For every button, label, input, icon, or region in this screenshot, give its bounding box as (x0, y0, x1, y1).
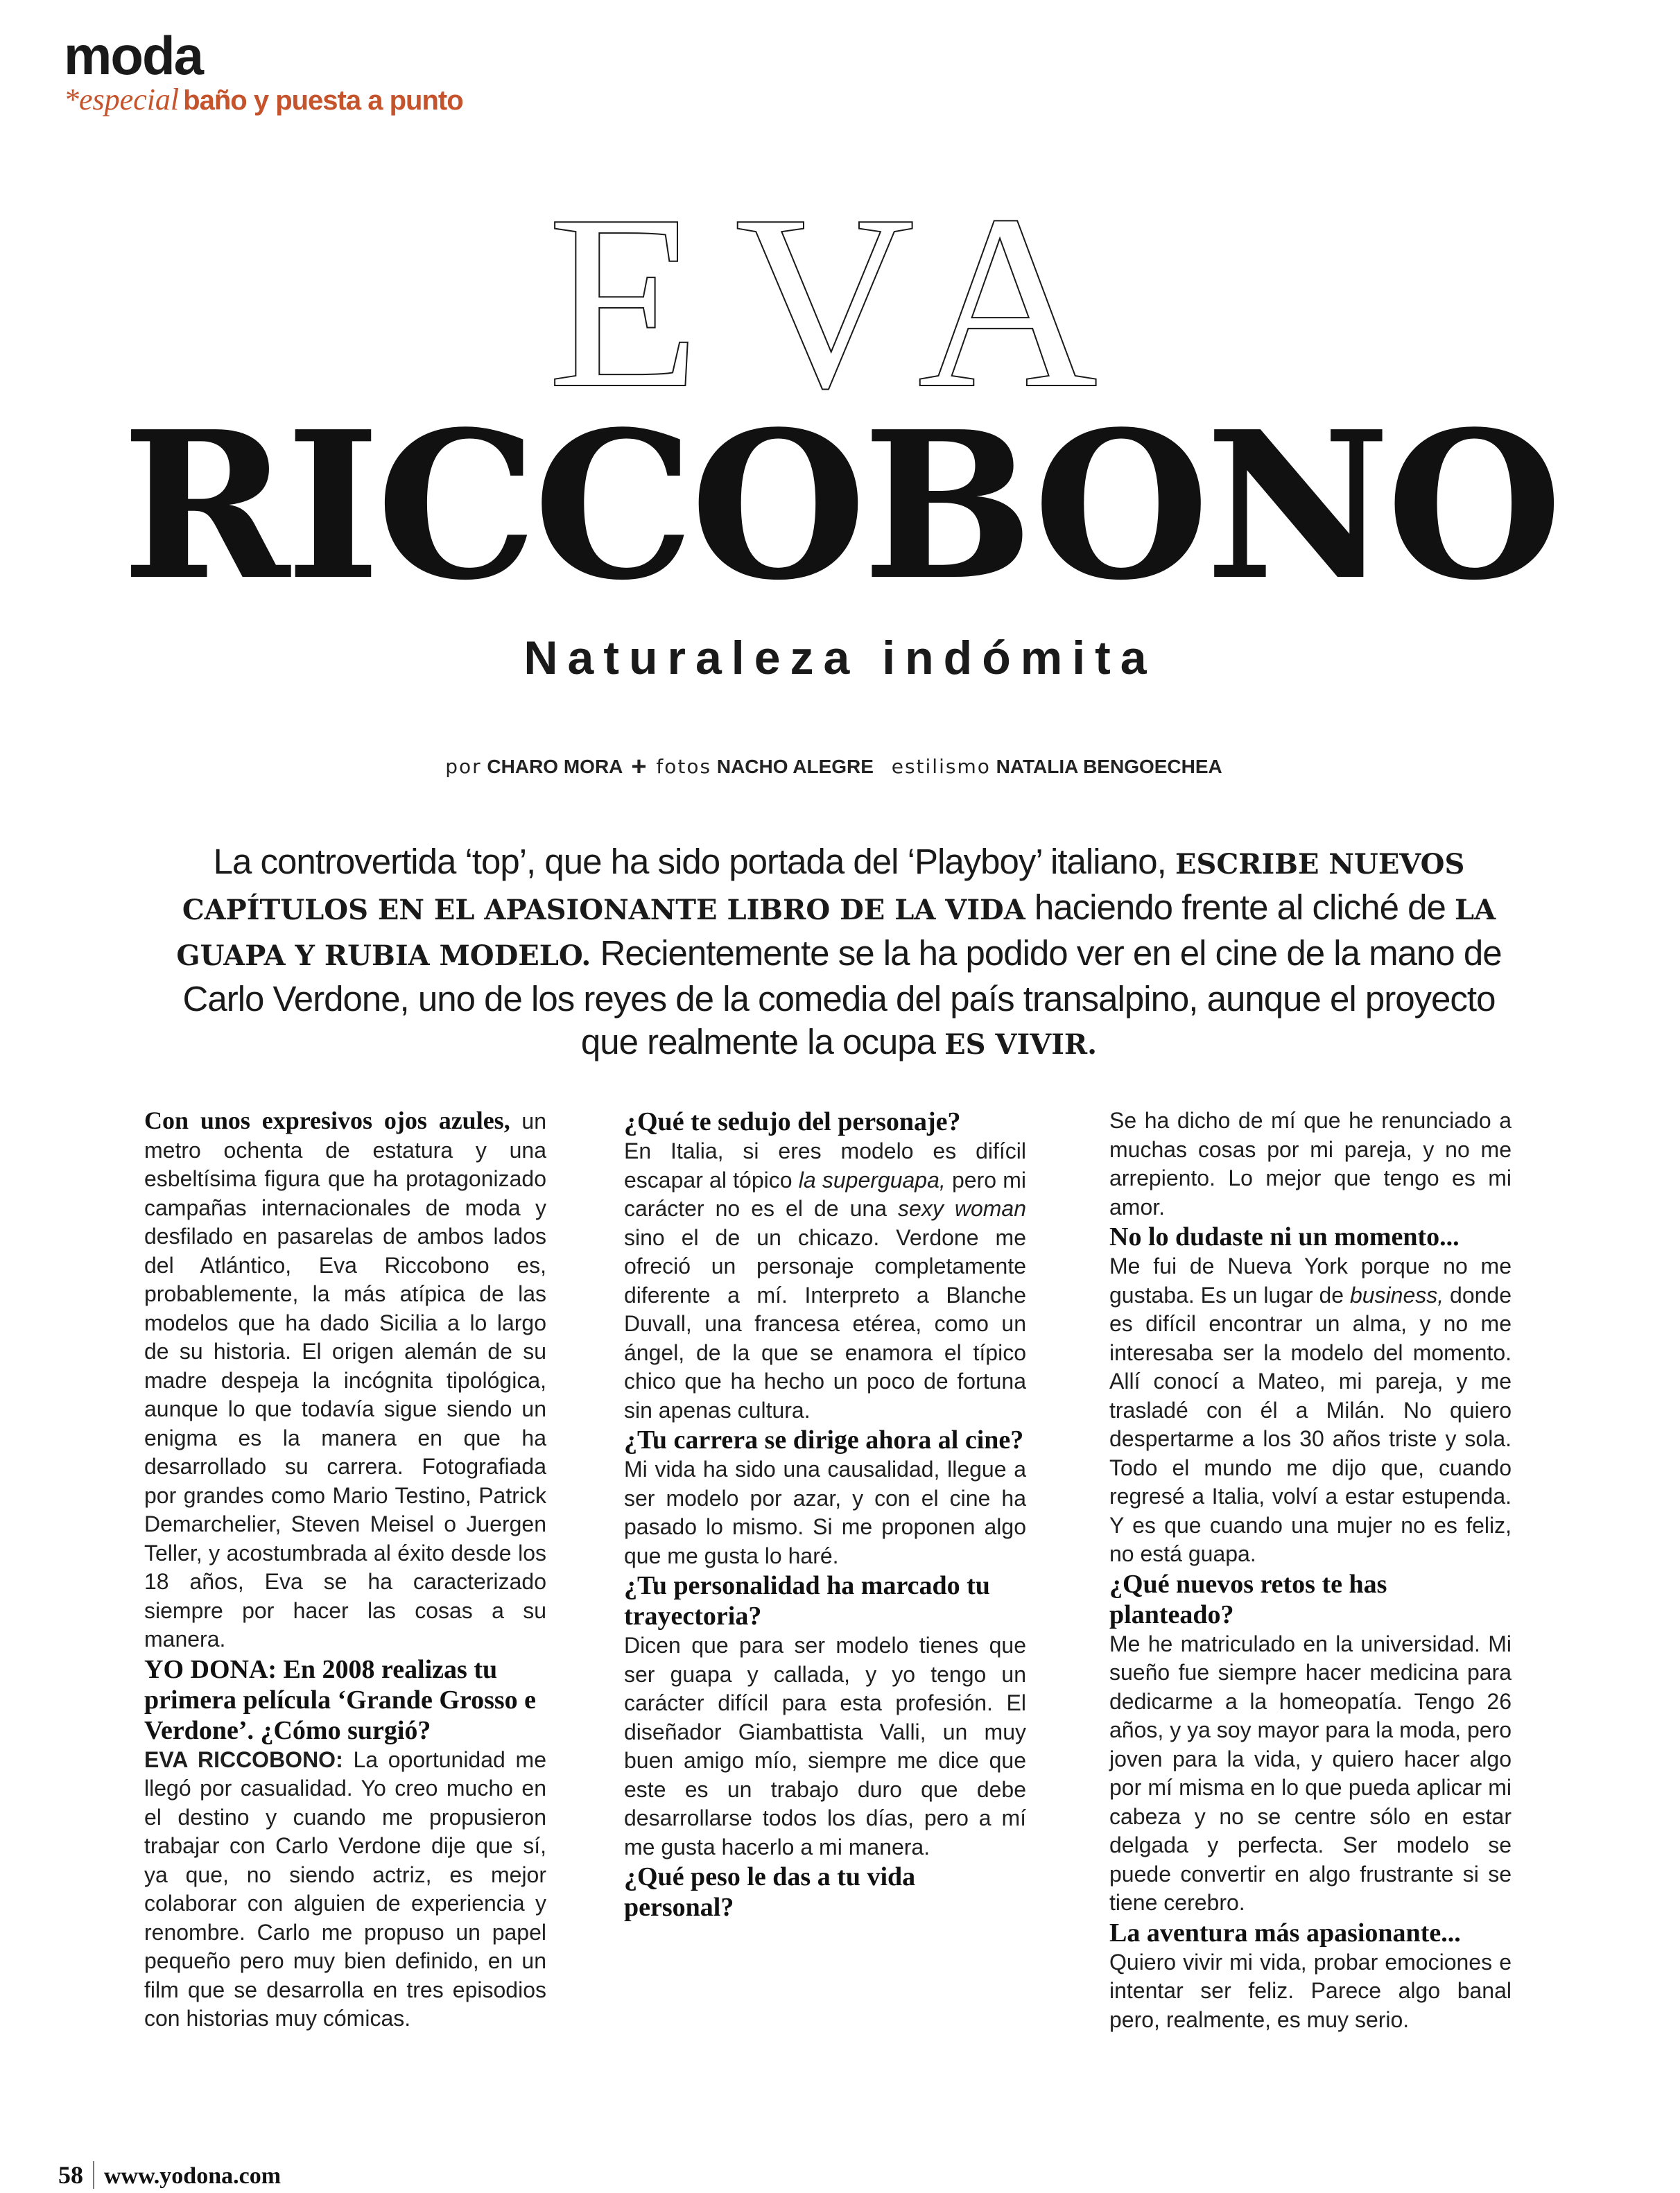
article-italic: sexy woman (898, 1196, 1027, 1221)
website-link[interactable]: www.yodona.com (104, 2163, 282, 2189)
article-column-1 (144, 1107, 546, 2034)
article-text: donde es difícil encontrar un alma, y no me interesaba ser la modelo del momento. Allí conocí a Mateo, mi pareja, y me trasladé con él a Milán. No quiero despertarme a los 30 años triste y sola. Todo el mundo me dijo que, cuando regresé a Italia, volví a estar estupenda. Y es que cuando una mujer no es feliz, no está guapa. (1109, 1282, 1512, 1566)
interview-question: ¿Tu carrera se dirige ahora al cine? (624, 1425, 1024, 1455)
article-column-3 (1109, 1107, 1512, 2034)
article-text: En Italia, si eres modelo es difícil escapar al tópico (624, 1138, 1026, 1193)
section-subtitle (64, 82, 463, 117)
interview-question: ¿Qué nuevos retos te has planteado? (1109, 1569, 1387, 1629)
headline-subtitle: Naturaleza indómita (523, 632, 1157, 684)
section-header (64, 25, 463, 117)
article-text: un metro ochenta de estatura y una esbeltísima figura que ha protagonizado campañas internacionales de moda y desfilado en pasarelas de ambos lados del Atlántico, Eva Riccobono es, probablemente, la más atípica de las modelos que ha dado Sicilia a lo largo de su historia. El origen alemán de su madre despeja la incógnita tipológica, aunque lo que todavía sigue siendo un enigma es la manera en que ha desarrollado su carrera. Fotografiada por grandes como Mario Testino, Patrick Demarchelier, Steven Meisel o Juergen Teller, y acostumbrada al éxito desde los 18 años, Eva se ha caracterizado siempre por hacer las cosas a su manera. (144, 1109, 547, 1652)
standfirst-text: Recientemente se la ha podido ver en el cine de la mano de Carlo Verdone, uno de los reyes de la comedia del país transalpino, aunque el proyecto que realmente la ocupa (182, 933, 1502, 1061)
article-text: pero mi carácter no es el de una (624, 1167, 1026, 1221)
article-italic: la superguapa, (798, 1167, 946, 1193)
standfirst-text: La controvertida ‘top’, que ha sido portada del ‘Playboy’ italiano, (213, 842, 1175, 881)
article-column-2 (624, 1107, 1026, 1923)
section-subtitle-prefix: *especial (64, 83, 180, 116)
headline-first-name: EVA (547, 163, 1133, 440)
article-italic: business, (1349, 1282, 1444, 1308)
standfirst-text: haciendo frente al cliché de (1025, 887, 1455, 927)
byline-photographer: NACHO ALEGRE (716, 756, 874, 777)
standfirst-emphasis: LA GUAPA Y RUBIA MODELO. (176, 894, 1496, 972)
headline-last-name: RICCOBONO (121, 387, 1559, 625)
article-intro (144, 1107, 546, 1654)
byline (0, 752, 1680, 782)
byline-author-label: por (445, 755, 482, 778)
byline-author: CHARO MORA (487, 756, 623, 777)
page-number: 58 (58, 2161, 94, 2189)
interview-answer: Dicen que para ser modelo tienes que ser guapa y callada, y yo tengo un carácter difícil para esta profesión. El diseñador Giambattista Valli, un muy buen amigo mío, siempre me dice que este es un trabajo duro que debe desarrollarse todos los días, pero a mí me gusta hacerlo a mi manera. (624, 1633, 1026, 1860)
article-text: sino el de un chicazo. Verdone me ofreció un personaje completamente diferente a mí. Interpreto a Blanche Duvall, una francesa etérea, como un ángel, de la que se enamora el típico chico que ha hecho un poco de fortuna sin apenas cultura. (624, 1224, 1026, 1423)
interview-question: ¿Tu personalidad ha marcado tu trayectoria? (624, 1571, 990, 1631)
interview-speaker: EVA RICCOBONO: (144, 1746, 343, 1772)
byline-photos-label: fotos (656, 755, 712, 778)
interview-question: ¿Qué peso le das a tu vida personal? (624, 1862, 916, 1922)
interview-answer: Quiero vivir mi vida, probar emociones e intentar ser feliz. Parece algo banal pero, realmente, es muy serio. (1109, 1949, 1512, 2032)
interview-question: ¿Qué te sedujo del personaje? (624, 1107, 961, 1136)
article-text: Me fui de Nueva York porque no me gustaba. Es un lugar de (1109, 1254, 1512, 1308)
interview-question: La aventura más apasionante... (1109, 1918, 1461, 1948)
byline-styling-label: estilismo (891, 755, 991, 778)
interview-question: No lo dudaste ni un momento... (1109, 1222, 1460, 1251)
interview-answer: Mi vida ha sido una causalidad, llegue a ser modelo por azar, y con el cine ha pasado lo mismo. Si me proponen algo que me gusta lo haré. (624, 1457, 1026, 1568)
interview-answer (144, 1746, 546, 2034)
interview-answer (624, 1137, 1026, 1425)
standfirst (159, 840, 1518, 1066)
interview-answer: Me he matriculado en la universidad. Mi sueño fue siempre hacer medicina para dedicarme a la homeopatía. Tengo 26 años, y ya soy mayor para la moda, pero joven para la vida, y quiero hacer algo por mí misma en lo que pueda aplicar mi cabeza y no se centre sólo en estar delgada y perfecta. Ser modelo se puede convertir en algo frustrante si se tiene cerebro. (1109, 1631, 1512, 1915)
byline-stylist: NATALIA BENGOECHEA (996, 756, 1222, 777)
interview-question: YO DONA: En 2008 realizas tu primera película ‘Grande Grosso e Verdone’. ¿Cómo surgió? (144, 1654, 537, 1745)
section-subtitle-bold: baño y puesta a punto (183, 85, 463, 116)
article-lead-in: Con unos expresivos ojos azules, (144, 1107, 510, 1134)
interview-answer (1109, 1252, 1512, 1569)
page-footer (58, 2160, 281, 2190)
byline-plus: + (631, 752, 647, 781)
standfirst-emphasis: ES VIVIR. (944, 1028, 1098, 1061)
article-text: La oportunidad me llegó por casualidad. Yo creo mucho en el destino y cuando me propusieron trabajar con Carlo Verdone dije que sí, ya que, no siendo actriz, es mejor colaborar con alguien de experiencia y renombre. Carlo me propuso un papel pequeño pero muy bien definido, en un film que se desarrolla en tres episodios con historias muy cómicas. (144, 1746, 547, 2031)
standfirst-emphasis: ESCRIBE NUEVOS CAPÍTULOS EN EL APASIONANTE LIBRO DE LA VIDA (182, 848, 1465, 926)
section-title: moda (64, 25, 203, 86)
interview-answer: Se ha dicho de mí que he renunciado a muchas cosas por mi pareja, y no me arrepiento. Lo mejor que tengo es mi amor. (1109, 1108, 1512, 1220)
